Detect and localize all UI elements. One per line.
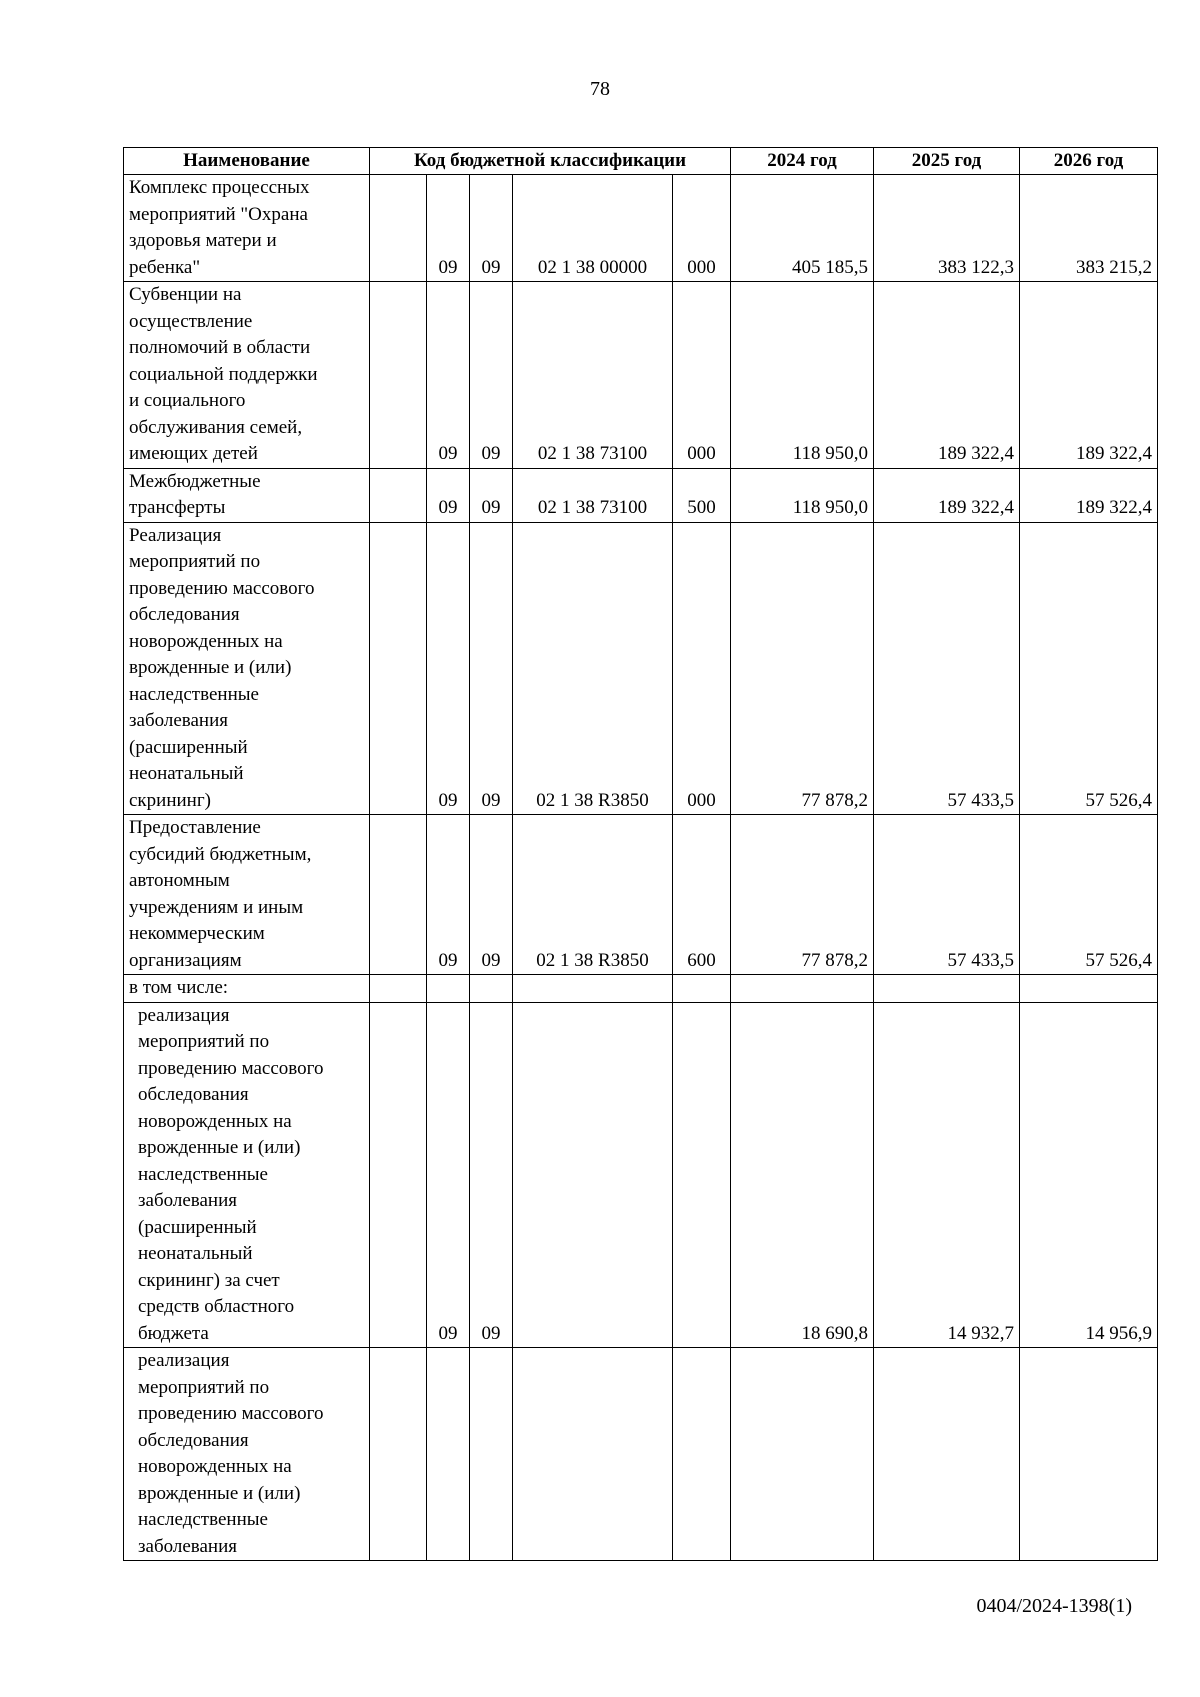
code-expense-type [673, 1348, 731, 1561]
value-2025: 383 122,3 [874, 175, 1020, 282]
code-target: 02 1 38 R3850 [513, 522, 673, 815]
value-2025 [874, 975, 1020, 1003]
code-target: 02 1 38 73100 [513, 282, 673, 469]
code-part-0 [370, 282, 427, 469]
value-2026 [1020, 1348, 1158, 1561]
code-section: 09 [427, 282, 470, 469]
code-part-0 [370, 175, 427, 282]
table-row [124, 282, 1158, 469]
value-2024: 77 878,2 [731, 815, 874, 975]
value-2026: 189 322,4 [1020, 468, 1158, 522]
code-expense-type: 600 [673, 815, 731, 975]
header-2026: 2026 год [1020, 148, 1158, 175]
row-name: Межбюджетные трансферты [124, 468, 370, 522]
code-target: 02 1 38 R3850 [513, 815, 673, 975]
code-subsection [470, 975, 513, 1003]
page-number: 78 [590, 78, 610, 100]
row-name: Комплекс процессных мероприятий "Охрана здоровья матери и ребенка" [124, 175, 370, 282]
code-expense-type [673, 1002, 731, 1348]
code-subsection: 09 [470, 815, 513, 975]
header-2025: 2025 год [874, 148, 1020, 175]
table-row [124, 468, 1158, 522]
code-target [513, 1002, 673, 1348]
code-section: 09 [427, 1002, 470, 1348]
code-subsection: 09 [470, 1002, 513, 1348]
code-section [427, 1348, 470, 1561]
value-2025: 57 433,5 [874, 815, 1020, 975]
header-code: Код бюджетной классификации [370, 148, 731, 175]
value-2025: 57 433,5 [874, 522, 1020, 815]
table-header-row [124, 148, 1158, 175]
header-name: Наименование [124, 148, 370, 175]
code-subsection: 09 [470, 282, 513, 469]
code-part-0 [370, 815, 427, 975]
value-2024: 118 950,0 [731, 282, 874, 469]
value-2026: 383 215,2 [1020, 175, 1158, 282]
code-part-0 [370, 522, 427, 815]
value-2026: 189 322,4 [1020, 282, 1158, 469]
table-row [124, 1002, 1158, 1348]
code-subsection: 09 [470, 468, 513, 522]
table-row [124, 175, 1158, 282]
table-row [124, 975, 1158, 1003]
value-2025: 14 932,7 [874, 1002, 1020, 1348]
value-2026: 57 526,4 [1020, 522, 1158, 815]
code-part-0 [370, 975, 427, 1003]
code-expense-type: 000 [673, 282, 731, 469]
code-expense-type [673, 975, 731, 1003]
code-section: 09 [427, 815, 470, 975]
table-row [124, 815, 1158, 975]
header-2024: 2024 год [731, 148, 874, 175]
code-section: 09 [427, 468, 470, 522]
value-2024: 18 690,8 [731, 1002, 874, 1348]
value-2026: 57 526,4 [1020, 815, 1158, 975]
code-target [513, 975, 673, 1003]
value-2026: 14 956,9 [1020, 1002, 1158, 1348]
budget-table [123, 147, 1158, 1561]
value-2025: 189 322,4 [874, 282, 1020, 469]
code-part-0 [370, 1002, 427, 1348]
row-name: реализация мероприятий по проведению массового обследования новорожденных на врожденные и (или) наследственные заболевания [124, 1348, 370, 1561]
row-name: реализация мероприятий по проведению массового обследования новорожденных на врожденные и (или) наследственные заболевания (расширенный неонатальный скрининг) за счет средств областного бюджета [124, 1002, 370, 1348]
code-expense-type: 500 [673, 468, 731, 522]
code-expense-type: 000 [673, 522, 731, 815]
table-row [124, 1348, 1158, 1561]
value-2024: 77 878,2 [731, 522, 874, 815]
table-row [124, 522, 1158, 815]
code-part-0 [370, 468, 427, 522]
code-subsection: 09 [470, 175, 513, 282]
code-expense-type: 000 [673, 175, 731, 282]
code-subsection [470, 1348, 513, 1561]
code-subsection: 09 [470, 522, 513, 815]
code-target [513, 1348, 673, 1561]
value-2026 [1020, 975, 1158, 1003]
row-name: в том числе: [124, 975, 370, 1003]
code-section [427, 975, 470, 1003]
value-2025 [874, 1348, 1020, 1561]
code-target: 02 1 38 73100 [513, 468, 673, 522]
document-number: 0404/2024-1398(1) [976, 1595, 1132, 1617]
code-part-0 [370, 1348, 427, 1561]
value-2024: 118 950,0 [731, 468, 874, 522]
row-name: Субвенции на осуществление полномочий в области социальной поддержки и социального обслуживания семей, имеющих детей [124, 282, 370, 469]
code-target: 02 1 38 00000 [513, 175, 673, 282]
code-section: 09 [427, 522, 470, 815]
value-2025: 189 322,4 [874, 468, 1020, 522]
value-2024 [731, 1348, 874, 1561]
row-name: Реализация мероприятий по проведению массового обследования новорожденных на врожденные и (или) наследственные заболевания (расширенный неонатальный скрининг) [124, 522, 370, 815]
row-name: Предоставление субсидий бюджетным, автономным учреждениям и иным некоммерческим организациям [124, 815, 370, 975]
value-2024: 405 185,5 [731, 175, 874, 282]
code-section: 09 [427, 175, 470, 282]
value-2024 [731, 975, 874, 1003]
